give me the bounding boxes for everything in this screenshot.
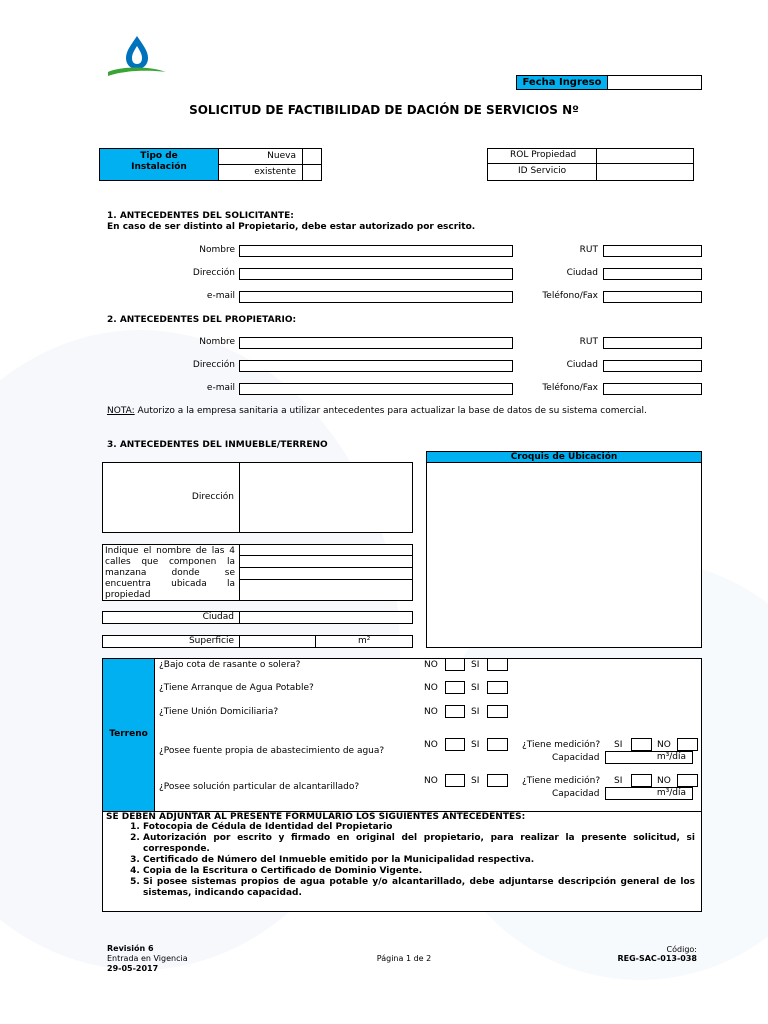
footer-codigo: REG-SAC-013-038 — [617, 954, 697, 963]
requisitos-heading: SE DEBEN ADJUNTAR AL PRESENTE FORMULARIO LOS SIGUIENTES ANTECEDENTES: — [106, 812, 526, 822]
propietario-direccion-field[interactable] — [239, 360, 513, 372]
propietario-email-label: e-mail — [206, 383, 235, 393]
propietario-ciudad-label: Ciudad — [566, 360, 598, 370]
propietario-nombre-label: Nombre — [199, 337, 235, 347]
superficie-field[interactable] — [239, 635, 316, 648]
existente-label: existente — [254, 167, 296, 177]
q4-no-checkbox[interactable] — [445, 738, 465, 751]
section-3-heading: 3. ANTECEDENTES DEL INMUEBLE/TERRENO — [107, 440, 328, 450]
inmueble-ciudad-label-cell — [102, 611, 240, 624]
inmueble-ciudad-label: Ciudad — [202, 612, 234, 622]
q2-no-checkbox[interactable] — [445, 681, 465, 694]
si-label: SI — [471, 660, 480, 670]
q5-capacidad-field[interactable] — [605, 787, 693, 800]
calles-label: Indique el nombre de las 4 calles que componen la manzana donde se encuentra ubicada la propiedad — [105, 546, 235, 600]
inmueble-ciudad-field[interactable] — [239, 611, 413, 624]
si-label: SI — [471, 740, 480, 750]
requisito-item: 3. Certificado de Número del Inmueble emitido por la Municipalidad respectiva. — [143, 855, 695, 866]
q4-medicion-no-checkbox[interactable] — [677, 738, 698, 751]
propietario-direccion-label: Dirección — [192, 360, 235, 370]
nueva-label: Nueva — [267, 151, 296, 161]
water-drop-logo-icon — [104, 34, 168, 78]
requisitos-box — [102, 811, 702, 912]
q3-si-checkbox[interactable] — [487, 705, 508, 718]
propietario-ciudad-field[interactable] — [603, 360, 702, 372]
section-2-heading: 2. ANTECEDENTES DEL PROPIETARIO: — [107, 315, 297, 325]
q1-si-checkbox[interactable] — [487, 658, 508, 671]
propietario-rut-label: RUT — [579, 337, 598, 347]
nota-label: NOTA: — [107, 406, 135, 416]
capacidad-label: Capacidad — [552, 753, 600, 763]
nota-text — [107, 406, 647, 416]
id-servicio-label: ID Servicio — [518, 166, 567, 176]
solicitante-nombre-label: Nombre — [199, 245, 235, 255]
requisito-item: 5. Si posee sistemas propios de agua potable y/o alcantarillado, debe adjuntarse descripción general de los sistemas, indicando capacidad. — [143, 877, 695, 899]
croquis-area[interactable] — [426, 462, 702, 648]
nueva-checkbox[interactable] — [302, 148, 322, 165]
tipo-instalacion-label: Tipo de Instalación — [99, 148, 219, 181]
solicitante-telefono-field[interactable] — [603, 291, 702, 303]
capacidad-unit: m³/día — [656, 788, 686, 798]
q2-si-checkbox[interactable] — [487, 681, 508, 694]
solicitante-ciudad-field[interactable] — [603, 268, 702, 280]
rol-propiedad-label-cell — [487, 148, 597, 164]
solicitante-direccion-field[interactable] — [239, 268, 513, 280]
q3-no-checkbox[interactable] — [445, 705, 465, 718]
calle-4-field[interactable] — [239, 579, 413, 601]
q5-medicion-no-checkbox[interactable] — [677, 774, 698, 787]
rol-propiedad-field[interactable] — [596, 148, 694, 164]
propietario-rut-field[interactable] — [603, 337, 702, 349]
solicitante-email-field[interactable] — [239, 291, 513, 303]
inmueble-direccion-label-cell — [102, 462, 240, 533]
solicitante-rut-label: RUT — [579, 245, 598, 255]
footer-codigo-label: Código: — [666, 945, 697, 954]
no-label: NO — [424, 707, 438, 717]
medicion-label: ¿Tiene medición? — [522, 776, 601, 786]
requisitos-list — [127, 822, 695, 899]
requisito-item: 4. Copia de la Escritura o Certificado de Dominio Vigente. — [143, 866, 695, 877]
question-union: ¿Tiene Unión Domiciliaria? — [159, 707, 279, 717]
medicion-label: ¿Tiene medición? — [522, 740, 601, 750]
fecha-ingreso-label: Fecha Ingreso — [516, 75, 608, 90]
question-alcantarillado: ¿Posee solución particular de alcantarillado? — [159, 782, 360, 792]
q4-si-checkbox[interactable] — [487, 738, 508, 751]
solicitante-rut-field[interactable] — [603, 245, 702, 257]
nota-body: Autorizo a la empresa sanitaria a utilizar antecedentes para actualizar la base de datos de su sistema comercial. — [134, 406, 647, 416]
no-label: NO — [424, 683, 438, 693]
si-label: SI — [471, 707, 480, 717]
solicitante-telefono-label: Teléfono/Fax — [542, 291, 598, 301]
q4-capacidad-field[interactable] — [605, 751, 693, 764]
id-servicio-label-cell — [487, 163, 597, 181]
terreno-label: Terreno — [103, 659, 155, 811]
propietario-nombre-field[interactable] — [239, 337, 513, 349]
nueva-cell — [218, 148, 303, 165]
question-arranque: ¿Tiene Arranque de Agua Potable? — [159, 683, 314, 693]
section-1-subheading: En caso de ser distinto al Propietario, debe estar autorizado por escrito. — [107, 222, 476, 232]
superficie-unit-cell — [315, 635, 413, 648]
inmueble-direccion-label: Dirección — [191, 492, 234, 502]
si-label: SI — [614, 740, 623, 750]
question-fuente-propia: ¿Posee fuente propia de abastecimiento de agua? — [159, 746, 385, 756]
no-label: NO — [657, 776, 671, 786]
requisito-item: 1. Fotocopia de Cédula de Identidad del Propietario — [143, 822, 695, 833]
no-label: NO — [424, 740, 438, 750]
si-label: SI — [614, 776, 623, 786]
no-label: NO — [424, 776, 438, 786]
page-title: SOLICITUD DE FACTIBILIDAD DE DACIÓN DE SERVICIOS Nº — [189, 103, 579, 117]
existente-cell — [218, 164, 303, 181]
propietario-telefono-field[interactable] — [603, 383, 702, 395]
inmueble-direccion-field[interactable] — [239, 462, 413, 533]
solicitante-nombre-field[interactable] — [239, 245, 513, 257]
superficie-label-cell — [102, 635, 240, 648]
requisito-item: 2. Autorización por escrito y firmado en original del propietario, para realizar la presente solicitud, si corresponde. — [143, 833, 695, 855]
q1-no-checkbox[interactable] — [445, 658, 465, 671]
rol-propiedad-label: ROL Propiedad — [510, 150, 577, 160]
section-1-heading: 1. ANTECEDENTES DEL SOLICITANTE: — [107, 211, 294, 221]
no-label: NO — [424, 660, 438, 670]
id-servicio-field[interactable] — [596, 163, 694, 181]
si-label: SI — [471, 683, 480, 693]
solicitante-ciudad-label: Ciudad — [566, 268, 598, 278]
existente-checkbox[interactable] — [302, 164, 322, 181]
croquis-header: Croquis de Ubicación — [426, 451, 702, 463]
solicitante-direccion-label: Dirección — [192, 268, 235, 278]
q5-si-checkbox[interactable] — [487, 774, 508, 787]
question-bajo-cota: ¿Bajo cota de rasante o solera? — [159, 660, 301, 670]
footer-vigencia: Entrada en Vigencia — [107, 954, 188, 963]
no-label: NO — [657, 740, 671, 750]
propietario-telefono-label: Teléfono/Fax — [542, 383, 598, 393]
calles-label-cell — [102, 544, 240, 601]
footer-revision: Revisión 6 — [107, 944, 154, 953]
q5-medicion-si-checkbox[interactable] — [631, 774, 652, 787]
fecha-ingreso-field[interactable] — [607, 75, 702, 90]
superficie-label: Superficie — [188, 636, 234, 646]
q4-medicion-si-checkbox[interactable] — [631, 738, 652, 751]
footer-fecha: 29-05-2017 — [107, 964, 159, 973]
solicitante-email-label: e-mail — [206, 291, 235, 301]
q5-no-checkbox[interactable] — [445, 774, 465, 787]
capacidad-label: Capacidad — [552, 789, 600, 799]
superficie-unit: m² — [358, 636, 371, 646]
propietario-email-field[interactable] — [239, 383, 513, 395]
si-label: SI — [471, 776, 480, 786]
capacidad-unit: m³/día — [656, 752, 686, 762]
footer-pagina: Página 1 de 2 — [376, 954, 432, 963]
